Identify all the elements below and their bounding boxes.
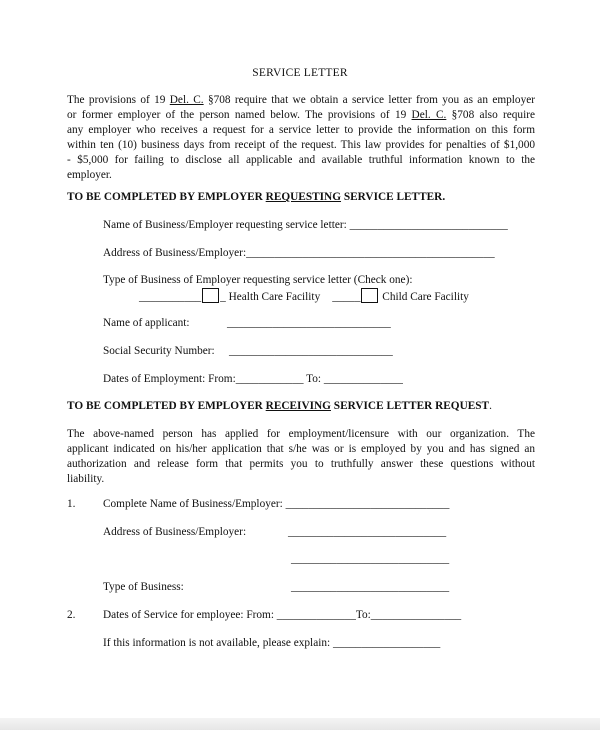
dates-of-employment-field[interactable]: Dates of Employment: From:____________ To: ______________ (103, 373, 403, 385)
health-care-checkbox[interactable] (202, 288, 219, 303)
section-requesting-heading: TO BE COMPLETED BY EMPLOYER REQUESTING SERVICE LETTER. (67, 191, 446, 203)
address-of-business-field[interactable]: Address of Business/Employer:____________________________________________ (103, 247, 495, 259)
receiving-line: liability. (67, 473, 105, 485)
item-1-type-label: Type of Business: (103, 581, 184, 593)
item-1-number: 1. (67, 498, 76, 510)
dates-of-service-field[interactable]: Dates of Service for employee: From: ______________To:________________ (103, 609, 462, 621)
ssn-label: Social Security Number: (103, 345, 215, 357)
page-title: SERVICE LETTER (252, 67, 348, 79)
intro-line: within ten (10) business days from receipt of the request. This law provides for penalties of $1,000 (67, 139, 535, 151)
name-of-applicant-label: Name of applicant: (103, 317, 190, 329)
item-1-address-line-2[interactable]: ____________________________ (291, 553, 450, 565)
health-care-label: _ Health Care Facility (220, 291, 321, 303)
page-bottom-edge (0, 718, 600, 730)
section-receiving-heading: TO BE COMPLETED BY EMPLOYER RECEIVING SERVICE LETTER REQUEST. (67, 400, 492, 412)
item-1-address-label: Address of Business/Employer: (103, 526, 247, 538)
intro-line: employer. (67, 169, 112, 181)
child-care-checkbox[interactable] (361, 288, 378, 303)
intro-paragraph (67, 93, 535, 183)
complete-name-field[interactable]: Complete Name of Business/Employer: _____________________________ (103, 498, 450, 510)
receiving-line: The above-named person has applied for employment/licensure with our organization. The (67, 428, 535, 440)
item-1-address-line-1[interactable]: ____________________________ (288, 526, 447, 538)
child-care-label: Child Care Facility (379, 291, 469, 303)
item-1-type-field[interactable]: ____________________________ (291, 581, 450, 593)
item-2-number: 2. (67, 609, 76, 621)
statute-reference: Del. C. (169, 94, 204, 106)
facility-type-row: ___________ _ Health Care Facility _____ Child Care Facility (139, 288, 469, 303)
intro-line: or former employer of the person named below. The provisions of 19 Del. C. §708 also require (67, 109, 535, 121)
type-of-business-label: Type of Business of Employer requesting service letter (Check one): (103, 274, 413, 286)
name-of-applicant-field[interactable]: _____________________________ (227, 317, 391, 329)
intro-line: - $5,000 for failing to disclose all applicable and available truthful information known to the (67, 154, 535, 166)
intro-line: The provisions of 19 Del. C. §708 require that we obtain a service letter from you as an employer (67, 94, 535, 106)
receiving-line: applicant indicated on his/her application that s/he was or is employed by you and has signed an (67, 443, 535, 455)
name-of-business-field[interactable]: Name of Business/Employer requesting service letter: ____________________________ (103, 219, 508, 231)
statute-reference: Del. C. (411, 109, 447, 121)
explanation-field[interactable]: If this information is not available, please explain: ___________________ (103, 637, 441, 649)
receiving-paragraph (67, 427, 535, 487)
receiving-line: authorization and release form that permits you to truthfully answer these questions without (67, 458, 535, 470)
ssn-field[interactable]: _____________________________ (229, 345, 393, 357)
intro-line: any employer who receives a request for a service letter to provide the information on this form (67, 124, 535, 136)
